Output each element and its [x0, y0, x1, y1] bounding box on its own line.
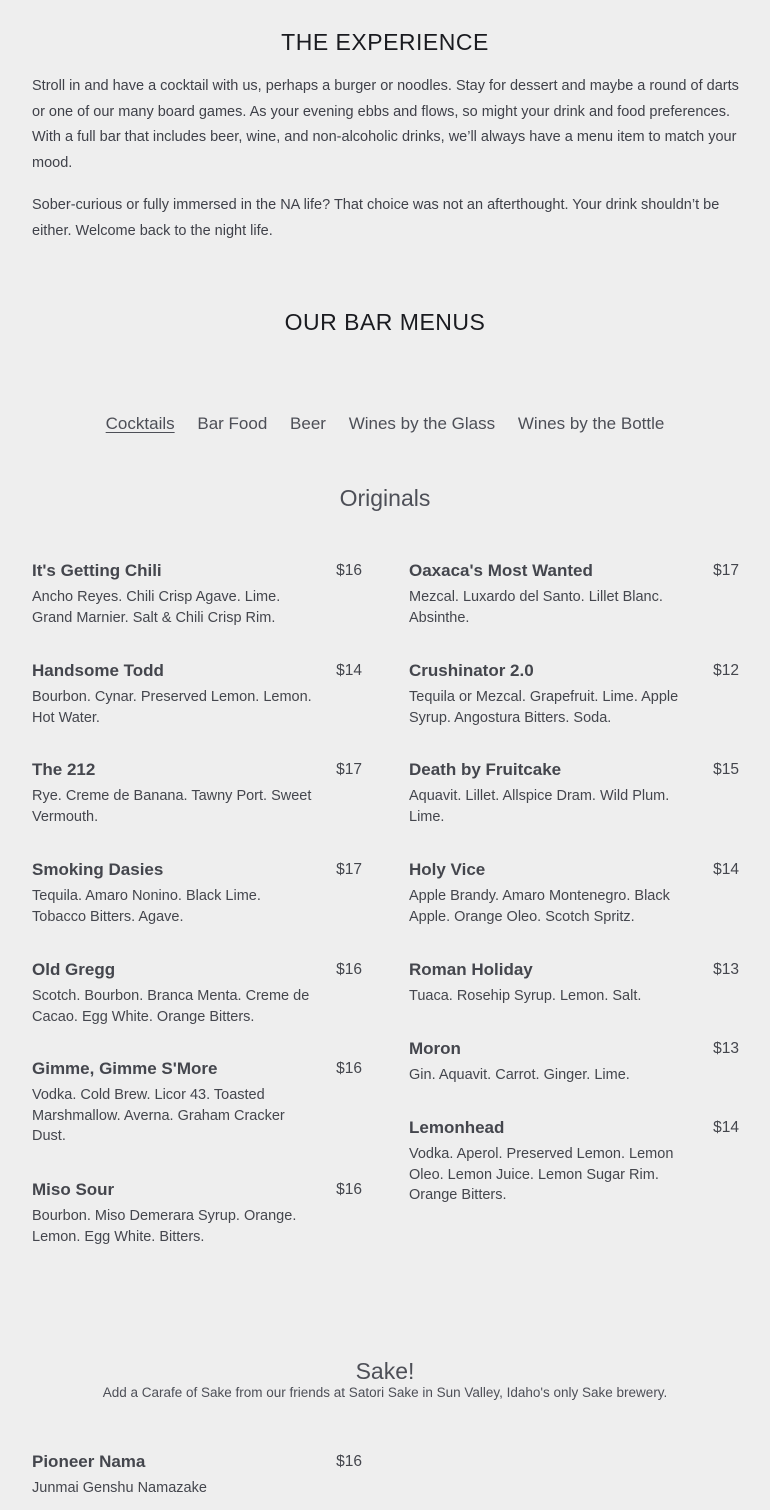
menu-item — [32, 1058, 362, 1147]
item-price: $16 — [336, 961, 362, 978]
item-description: Tequila. Amaro Nonino. Black Lime. Tobacco Bitters. Agave. — [32, 888, 261, 925]
item-description: Bourbon. Cynar. Preserved Lemon. Lemon. Hot Water. — [32, 689, 312, 726]
item-price: $14 — [713, 1119, 739, 1136]
item-price: $16 — [336, 1060, 362, 1077]
menu-item — [32, 759, 362, 827]
sake-subtitle: Add a Carafe of Sake from our friends at Satori Sake in Sun Valley, Idaho's only Sake brewery. — [102, 1385, 668, 1400]
tab-cocktails[interactable]: Cocktails — [105, 414, 175, 433]
menu-tabs — [0, 414, 770, 434]
tab-bar-food[interactable]: Bar Food — [197, 414, 268, 433]
item-description: Bourbon. Miso Demerara Syrup. Orange. Lemon. Egg White. Bitters. — [32, 1208, 297, 1245]
item-description: Scotch. Bourbon. Branca Menta. Creme de Cacao. Egg White. Orange Bitters. — [32, 988, 310, 1025]
item-description: Mezcal. Luxardo del Santo. Lillet Blanc. Absinthe. — [409, 589, 663, 626]
item-price: $13 — [713, 1040, 739, 1057]
item-name: Miso Sour — [32, 1180, 115, 1199]
item-name: Old Gregg — [32, 960, 116, 979]
experience-heading: THE EXPERIENCE — [281, 29, 489, 55]
item-name: Holy Vice — [409, 860, 486, 879]
menu-item — [32, 959, 362, 1027]
item-name: It's Getting Chili — [32, 561, 162, 580]
menu-item — [32, 660, 362, 728]
sake-title: Sake! — [355, 1358, 415, 1384]
item-description: Gin. Aquavit. Carrot. Ginger. Lime. — [409, 1067, 630, 1083]
item-description: Junmai Genshu Namazake — [32, 1480, 207, 1496]
menu-item — [409, 1038, 739, 1086]
item-name: Moron — [409, 1039, 461, 1058]
menu-item — [32, 560, 362, 628]
item-price: $17 — [336, 861, 362, 878]
experience-paragraph-1: Stroll in and have a cocktail with us, perhaps a burger or noodles. Stay for dessert and maybe a round of darts or one of our many board games. As your evening ebbs and flows, so might your drink and food preferences. With a full bar that includes beer, wine, and non-alcoholic drinks, we’ll always have a menu item to match your mood. — [32, 78, 739, 171]
item-description: Tequila or Mezcal. Grapefruit. Lime. Apple Syrup. Angostura Bitters. Soda. — [409, 689, 679, 726]
item-name: Oaxaca's Most Wanted — [409, 561, 593, 580]
experience-paragraph-2: Sober-curious or fully immersed in the NA life? That choice was not an afterthought. Your drink shouldn’t be either. Welcome back to the night life. — [32, 197, 720, 239]
item-description: Rye. Creme de Banana. Tawny Port. Sweet Vermouth. — [32, 788, 312, 825]
tab-wines-by-the-bottle[interactable]: Wines by the Bottle — [517, 414, 665, 433]
item-description: Vodka. Aperol. Preserved Lemon. Lemon Oleo. Lemon Juice. Lemon Sugar Rim. Orange Bitters. — [409, 1146, 674, 1203]
menu-item — [409, 859, 739, 927]
item-description: Vodka. Cold Brew. Licor 43. Toasted Marshmallow. Averna. Graham Cracker Dust. — [32, 1087, 285, 1144]
menu-item — [32, 859, 362, 927]
menu-item — [409, 660, 739, 728]
item-name: Pioneer Nama — [32, 1452, 146, 1471]
menu-item — [409, 759, 739, 827]
item-price: $16 — [336, 1453, 362, 1470]
item-price: $16 — [336, 1181, 362, 1198]
tab-wines-by-the-glass[interactable]: Wines by the Glass — [348, 414, 496, 433]
item-price: $13 — [713, 961, 739, 978]
menu-item — [409, 1117, 739, 1206]
item-name: Lemonhead — [409, 1118, 505, 1137]
item-name: Handsome Todd — [32, 661, 164, 680]
item-name: Death by Fruitcake — [409, 760, 562, 779]
item-price: $17 — [713, 562, 739, 579]
item-price: $17 — [336, 761, 362, 778]
item-name: The 212 — [32, 760, 96, 779]
tab-beer[interactable]: Beer — [290, 414, 326, 433]
item-price: $15 — [713, 761, 739, 778]
bar-menus-heading: OUR BAR MENUS — [284, 309, 486, 335]
item-name: Roman Holiday — [409, 960, 533, 979]
item-price: $14 — [336, 662, 362, 679]
menu-item — [409, 560, 739, 628]
item-price: $16 — [336, 562, 362, 579]
item-name: Smoking Dasies — [32, 860, 164, 879]
item-description: Apple Brandy. Amaro Montenegro. Black Apple. Orange Oleo. Scotch Spritz. — [409, 888, 670, 925]
item-description: Ancho Reyes. Chili Crisp Agave. Lime. Grand Marnier. Salt & Chili Crisp Rim. — [32, 589, 281, 626]
item-name: Crushinator 2.0 — [409, 661, 534, 680]
menu-item — [32, 1451, 362, 1499]
originals-title: Originals — [339, 485, 431, 511]
item-name: Gimme, Gimme S'More — [32, 1059, 218, 1078]
item-description: Tuaca. Rosehip Syrup. Lemon. Salt. — [409, 988, 642, 1004]
item-description: Aquavit. Lillet. Allspice Dram. Wild Plum. Lime. — [409, 788, 670, 825]
item-price: $14 — [713, 861, 739, 878]
menu-item — [409, 959, 739, 1007]
menu-item — [32, 1179, 362, 1247]
item-price: $12 — [713, 662, 739, 679]
